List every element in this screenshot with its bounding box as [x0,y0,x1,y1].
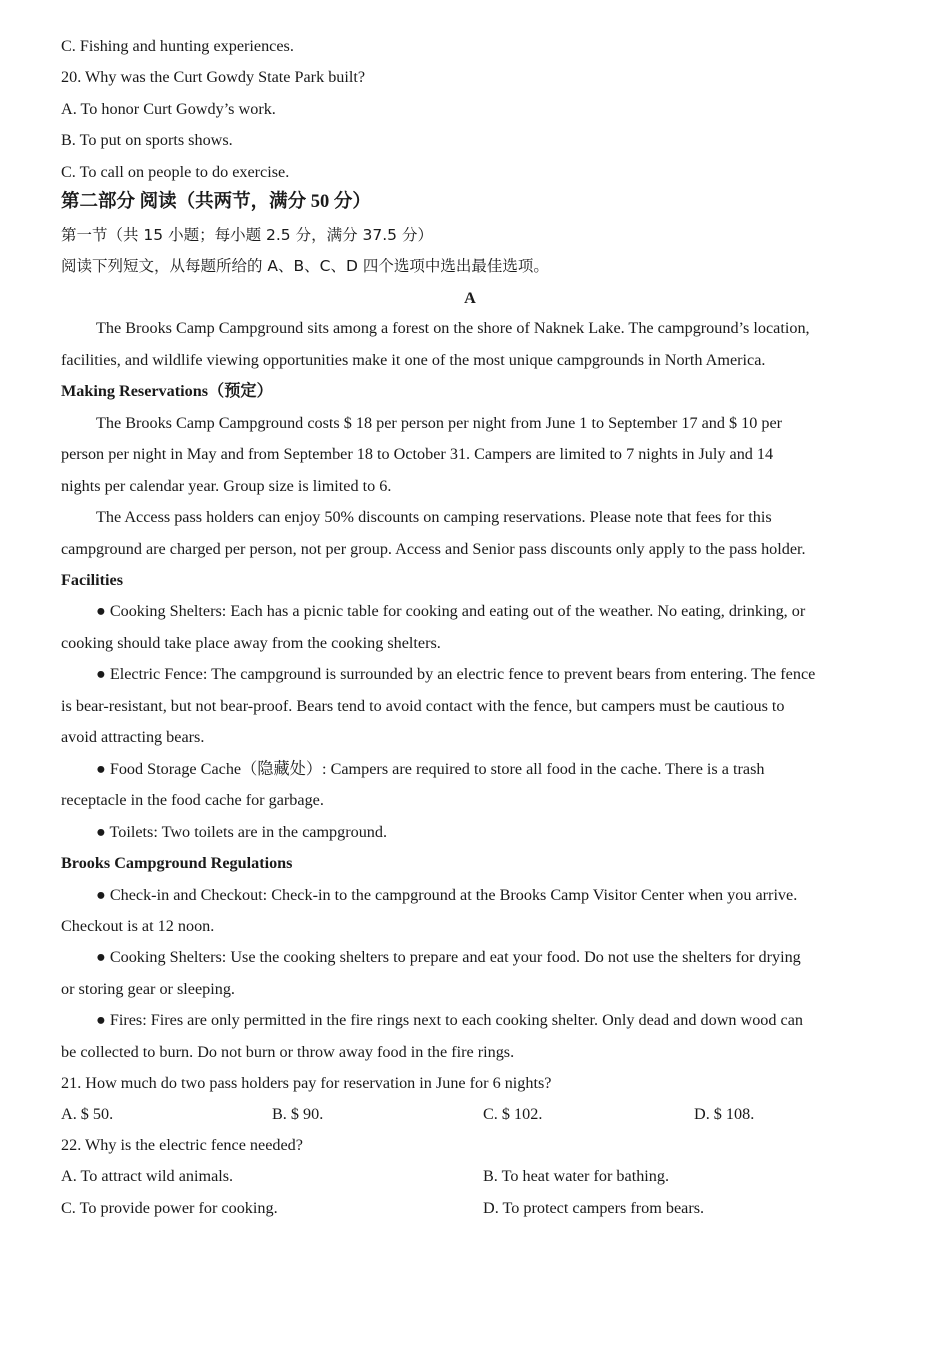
regulation-checkin-line-1: ● Check-in and Checkout: Check-in to the campground at the Brooks Camp Visitor Center when you arrive. [96,886,798,904]
facility-cooking-line-2: cooking should take place away from the cooking shelters. [61,634,441,652]
q21-option-a: A. $ 50. [61,1105,114,1123]
q20-option-c: C. To call on people to do exercise. [61,163,290,181]
reservations-heading: Making Reservations（预定） [61,382,273,400]
regulation-checkin-line-2: Checkout is at 12 noon. [61,917,215,935]
q20-option-b: B. To put on sports shows. [61,131,233,149]
regulation-cooking-line-1: ● Cooking Shelters: Use the cooking shelters to prepare and eat your food. Do not use the shelters for drying [96,948,801,966]
regulation-fires-line-1: ● Fires: Fires are only permitted in the fire rings next to each cooking shelter. Only dead and down wood can [96,1011,804,1029]
q21-option-c: C. $ 102. [483,1105,543,1123]
facility-food-line-1: ● Food Storage Cache（隐藏处）: Campers are required to store all food in the cache. There is a trash [96,760,765,778]
regulations-heading: Brooks Campground Regulations [61,854,293,872]
passage-label: A [464,289,476,307]
intro-line-1: The Brooks Camp Campground sits among a forest on the shore of Naknek Lake. The campground’s location, [96,319,810,337]
reading-instruction: 阅读下列短文，从每题所给的 A、B、C、D 四个选项中选出最佳选项。 [61,257,549,275]
part-two-title: 第二部分 阅读（共两节，满分 50 分） [61,192,371,212]
regulation-cooking-line-2: or storing gear or sleeping. [61,980,235,998]
q22-option-b: B. To heat water for bathing. [483,1167,670,1185]
facility-fence-line-1: ● Electric Fence: The campground is surrounded by an electric fence to prevent bears from entering. The fence [96,665,816,683]
reservations-p1-line-2: person per night in May and from September 18 to October 31. Campers are limited to 7 nights in July and 14 [61,445,774,463]
q20-question: 20. Why was the Curt Gowdy State Park built? [61,68,366,86]
facility-fence-line-3: avoid attracting bears. [61,728,205,746]
q20-option-a: A. To honor Curt Gowdy’s work. [61,100,276,118]
q21-question: 21. How much do two pass holders pay for reservation in June for 6 nights? [61,1074,552,1092]
facility-fence-line-2: is bear-resistant, but not bear-proof. Bears tend to avoid contact with the fence, but campers must be cautious to [61,697,785,715]
reservations-p2-line-1: The Access pass holders can enjoy 50% discounts on camping reservations. Please note that fees for this [96,508,772,526]
facility-cooking-line-1: ● Cooking Shelters: Each has a picnic table for cooking and eating out of the weather. No eating, drinking, or [96,602,806,620]
regulation-fires-line-2: be collected to burn. Do not burn or throw away food in the fire rings. [61,1043,515,1061]
facilities-heading: Facilities [61,571,124,589]
q22-option-d: D. To protect campers from bears. [483,1199,705,1217]
reservations-p1-line-3: nights per calendar year. Group size is limited to 6. [61,477,392,495]
q21-option-b: B. $ 90. [272,1105,324,1123]
q22-option-a: A. To attract wild animals. [61,1167,234,1185]
q19-option-c: C. Fishing and hunting experiences. [61,37,294,55]
q22-option-c: C. To provide power for cooking. [61,1199,278,1217]
facility-toilets: ● Toilets: Two toilets are in the campground. [96,823,388,841]
section-one-info: 第一节（共 15 小题；每小题 2.5 分，满分 37.5 分） [61,226,433,244]
q21-option-d: D. $ 108. [694,1105,755,1123]
reservations-p2-line-2: campground are charged per person, not per group. Access and Senior pass discounts only apply to the pass holder. [61,540,806,558]
q22-question: 22. Why is the electric fence needed? [61,1136,303,1154]
reservations-p1-line-1: The Brooks Camp Campground costs $ 18 per person per night from June 1 to September 17 and $ 10 per [96,414,783,432]
facility-food-line-2: receptacle in the food cache for garbage. [61,791,324,809]
intro-line-2: facilities, and wildlife viewing opportunities make it one of the most unique campgrounds in North America. [61,351,766,369]
